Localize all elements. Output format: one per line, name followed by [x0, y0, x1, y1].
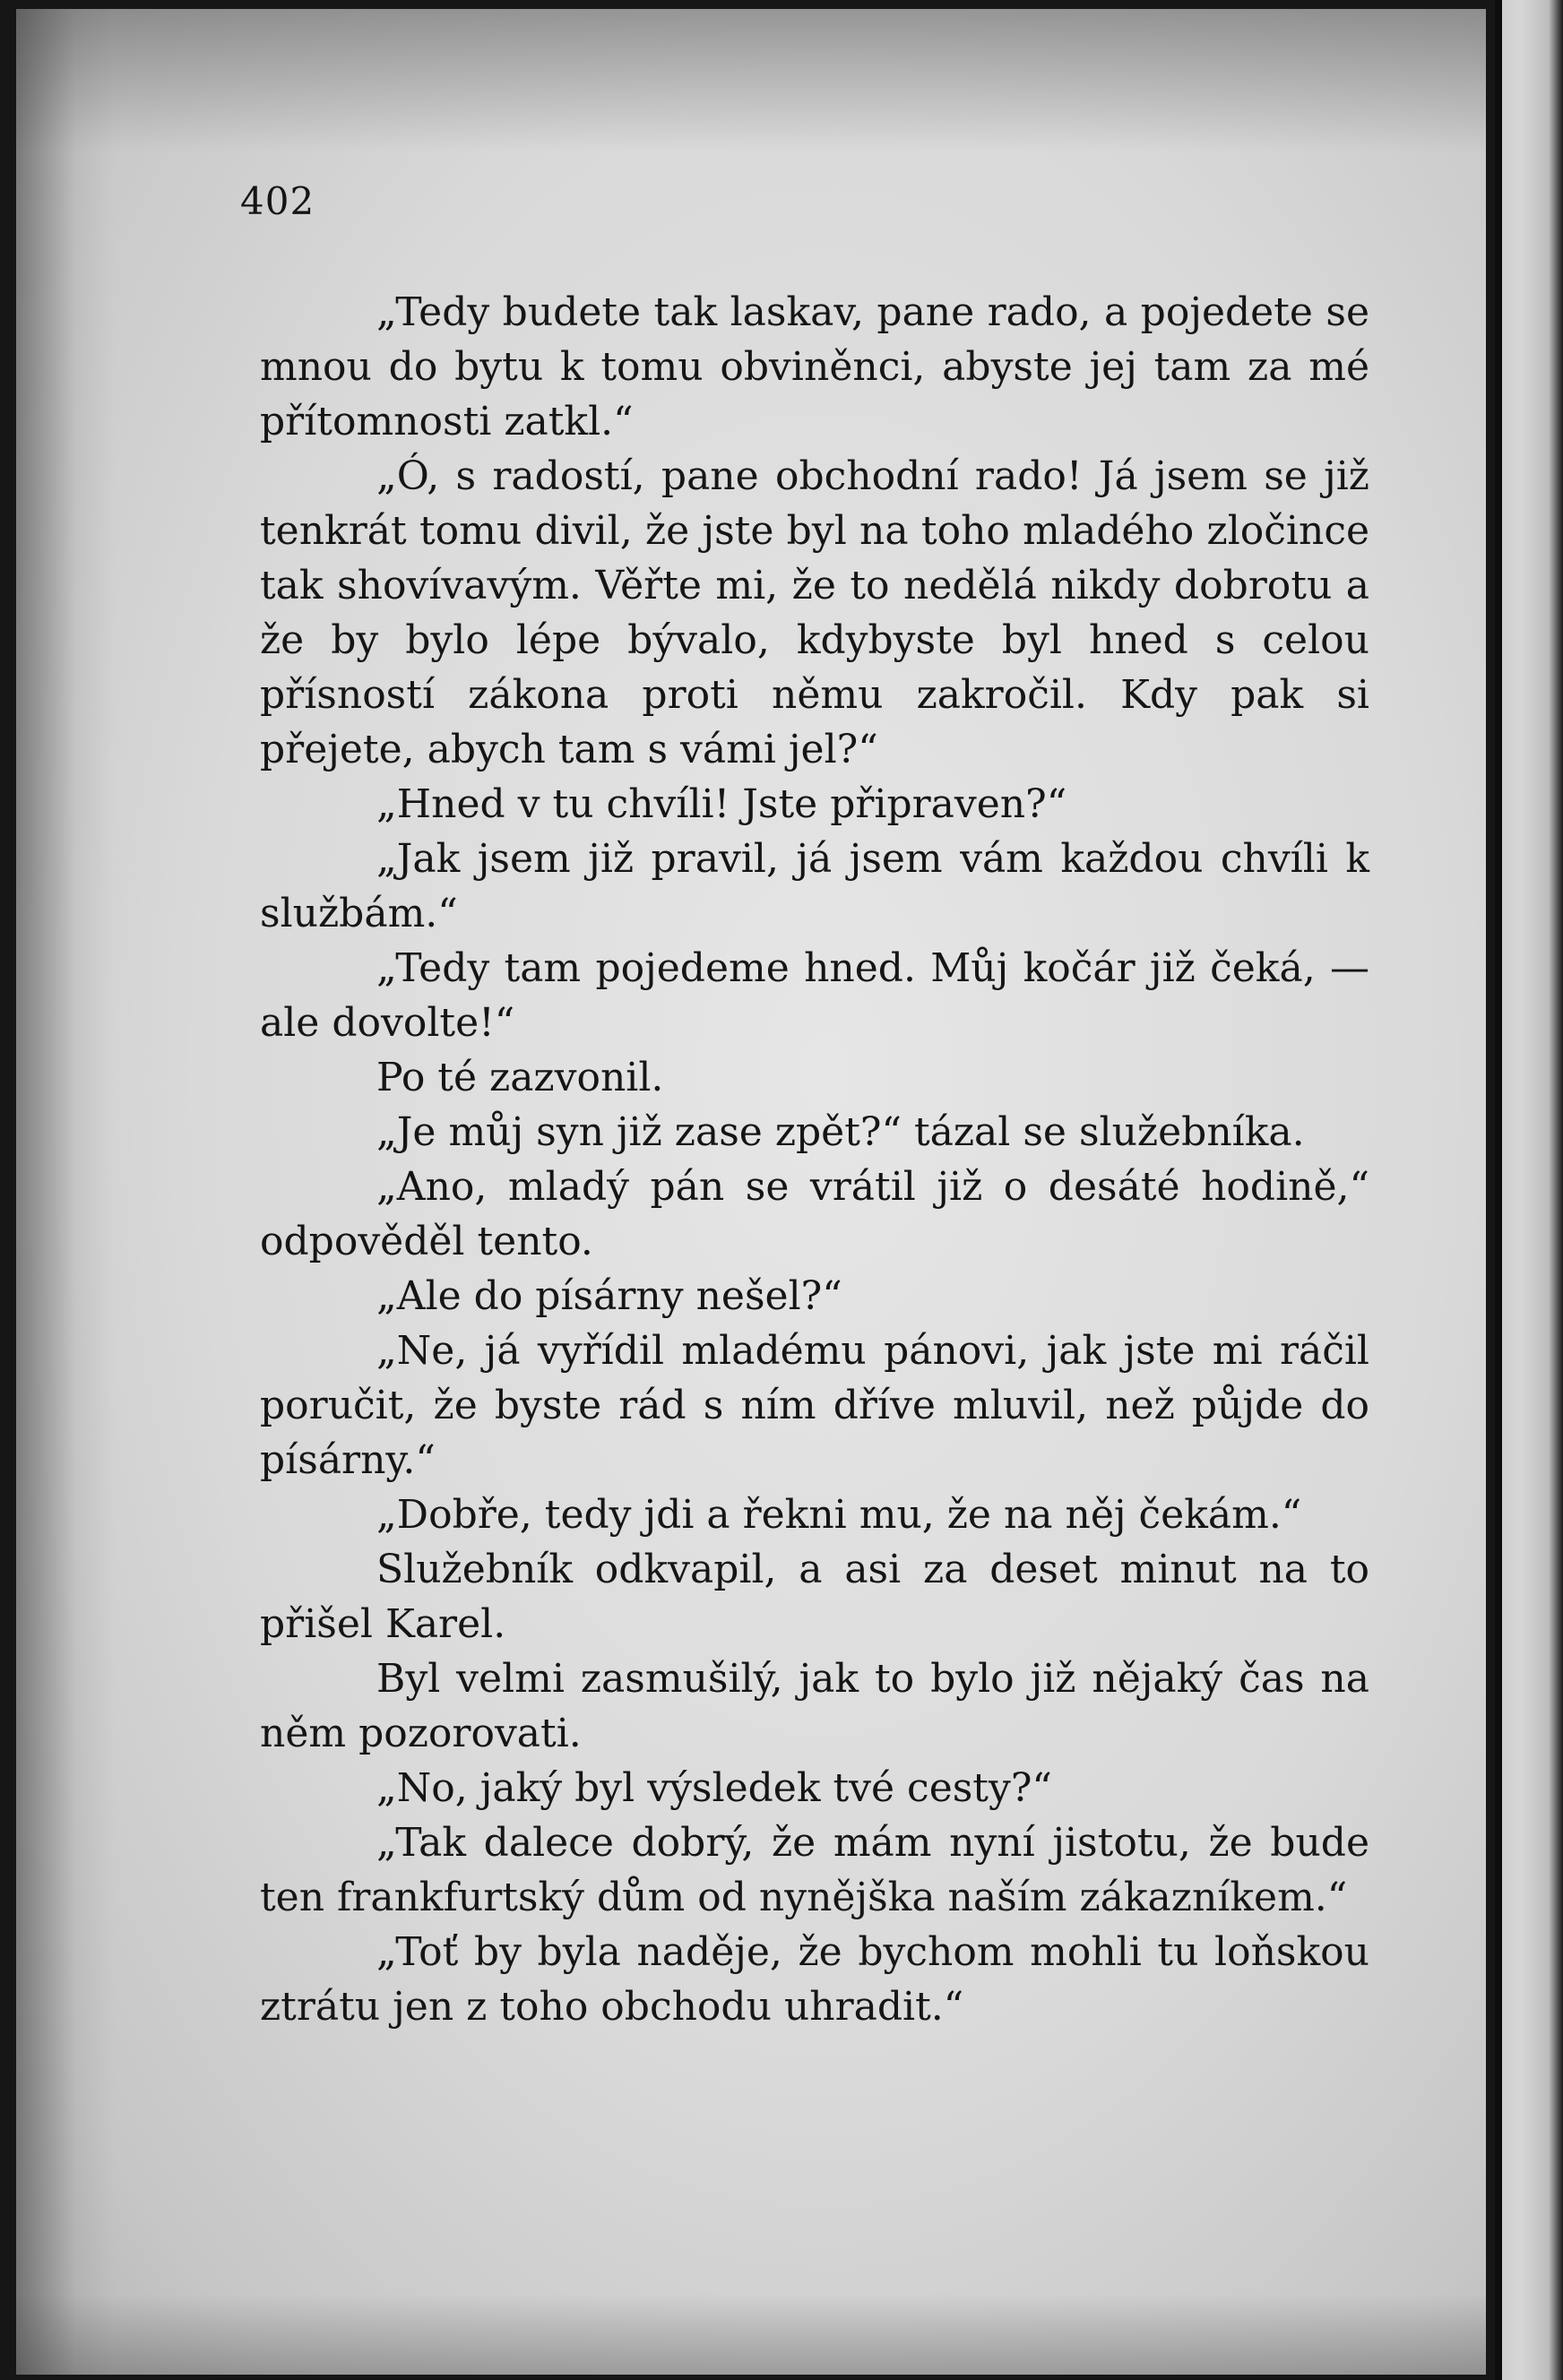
paragraph: „Jak jsem již pravil, já jsem vám každou chvíli k službám.“: [260, 836, 1369, 936]
paragraph: „Hned v tu chvíli! Jste připraven?“: [376, 781, 1067, 827]
adjacent-page-edge: [1495, 0, 1563, 2380]
paragraph: „Ano, mladý pán se vrátil již o desáté hodině,“ odpověděl tento.: [260, 1164, 1369, 1264]
paragraph: „Je můj syn již zase zpět?“ tázal se služebníka.: [376, 1109, 1305, 1155]
page-text: [260, 285, 1369, 2034]
paragraph: „Tedy tam pojedeme hned. Můj kočár již čeká, — ale dovolte!“: [260, 945, 1369, 1046]
paragraph: „Ne, já vyřídil mladému pánovi, jak jste mi ráčil poručit, že byste rád s ním dříve mluvil, než půjde do písárny.“: [260, 1328, 1369, 1483]
page-shadow-left: [16, 9, 115, 2375]
paragraph: „Ó, s radostí, pane obchodní rado! Já jsem se již tenkrát tomu divil, že jste byl na toho mladého zločince tak shovívavým. Věřte mi, že to nedělá nikdy dobrotu a že by bylo lépe bývalo, kdybyste byl hned s celou přísností zákona proti němu zakročil. Kdy pak si přejete, abych tam s vámi jel?“: [260, 453, 1369, 772]
paragraph: Služebník odkvapil, a asi za deset minut na to přišel Karel.: [260, 1547, 1369, 1647]
paragraph: „Ale do písárny nešel?“: [376, 1273, 842, 1319]
paragraph: „Tak dalece dobrý, že mám nyní jistotu, že bude ten frankfurtský dům od nynějška naším zákazníkem.“: [260, 1820, 1369, 1920]
paragraph: „Dobře, tedy jdi a řekni mu, že na něj čekám.“: [376, 1492, 1302, 1538]
paragraph: Po té zazvonil.: [376, 1055, 664, 1100]
paragraph: „Toť by byla naděje, že bychom mohli tu loňskou ztrátu jen z toho obchodu uhradit.“: [260, 1929, 1369, 2030]
page-shadow-top: [16, 9, 1486, 152]
page-shadow-bottom: [16, 2294, 1486, 2375]
paragraph: „No, jaký byl výsledek tvé cesty?“: [376, 1765, 1052, 1811]
paragraph: Byl velmi zasmušilý, jak to bylo již nějaký čas na něm pozorovati.: [260, 1656, 1369, 1756]
page-number: 402: [240, 179, 315, 223]
paragraph: „Tedy budete tak laskav, pane rado, a pojedete se mnou do bytu k tomu obviněnci, abyste jej tam za mé přítomnosti zatkl.“: [260, 289, 1369, 444]
